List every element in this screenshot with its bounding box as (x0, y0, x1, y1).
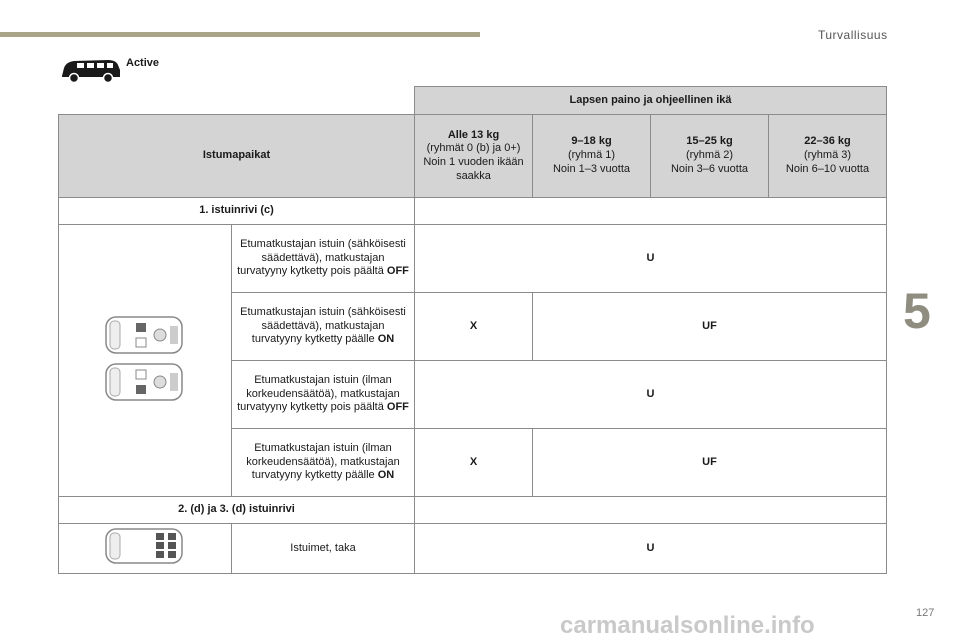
seat-desc-2: Etumatkustajan istuin (sähköisesti säädettävä), matkustajan turvatyyny kytketty päälle ON (232, 293, 415, 361)
seat-desc-rear: Istuimet, taka (232, 524, 415, 574)
car-top-view-icon (104, 526, 186, 566)
value-cell: UF (533, 429, 887, 497)
seat-header: Istumapaikat (59, 115, 415, 198)
group-header: Lapsen paino ja ohjeellinen ikä (415, 87, 887, 115)
van-icon (60, 56, 122, 84)
front-seat-diagram (59, 225, 232, 497)
seat-desc-1: Etumatkustajan istuin (sähköisesti säädettävä), matkustajan turvatyyny kytketty pois päältä OFF (232, 225, 415, 293)
row1-title-filler (415, 198, 887, 225)
chapter-number: 5 (903, 283, 931, 339)
value-cell: U (415, 524, 887, 574)
page-number: 127 (916, 607, 935, 619)
col-header-0: Alle 13 kg (ryhmät 0 (b) ja 0+) Noin 1 vuoden ikään saakka (415, 115, 533, 198)
blank-corner (59, 87, 415, 115)
col-header-3: 22–36 kg (ryhmä 3) Noin 6–10 vuotta (769, 115, 887, 198)
active-label: Active (126, 57, 160, 69)
row1-title: 1. istuinrivi (c) (59, 198, 415, 225)
car-top-view-icon (104, 314, 186, 356)
seat-desc-3: Etumatkustajan istuin (ilman korkeudensäätöä), matkustajan turvatyyny kytketty pois päältä OFF (232, 361, 415, 429)
seat-desc-4: Etumatkustajan istuin (ilman korkeudensäätöä), matkustajan turvatyyny kytketty päälle ON (232, 429, 415, 497)
row2-title: 2. (d) ja 3. (d) istuinrivi (59, 497, 415, 524)
top-accent-bar (0, 32, 480, 37)
col-header-2: 15–25 kg (ryhmä 2) Noin 3–6 vuotta (651, 115, 769, 198)
rear-seat-diagram (59, 524, 232, 574)
value-cell: U (415, 225, 887, 293)
value-cell: U (415, 361, 887, 429)
watermark-bottom: carmanualsonline.info (560, 612, 815, 639)
value-cell: X (415, 293, 533, 361)
value-cell: UF (533, 293, 887, 361)
value-cell: X (415, 429, 533, 497)
car-top-view-icon (104, 361, 186, 403)
row2-title-filler (415, 497, 887, 524)
col-header-1: 9–18 kg (ryhmä 1) Noin 1–3 vuotta (533, 115, 651, 198)
section-title: Turvallisuus (818, 28, 888, 42)
child-seat-table (58, 86, 887, 574)
